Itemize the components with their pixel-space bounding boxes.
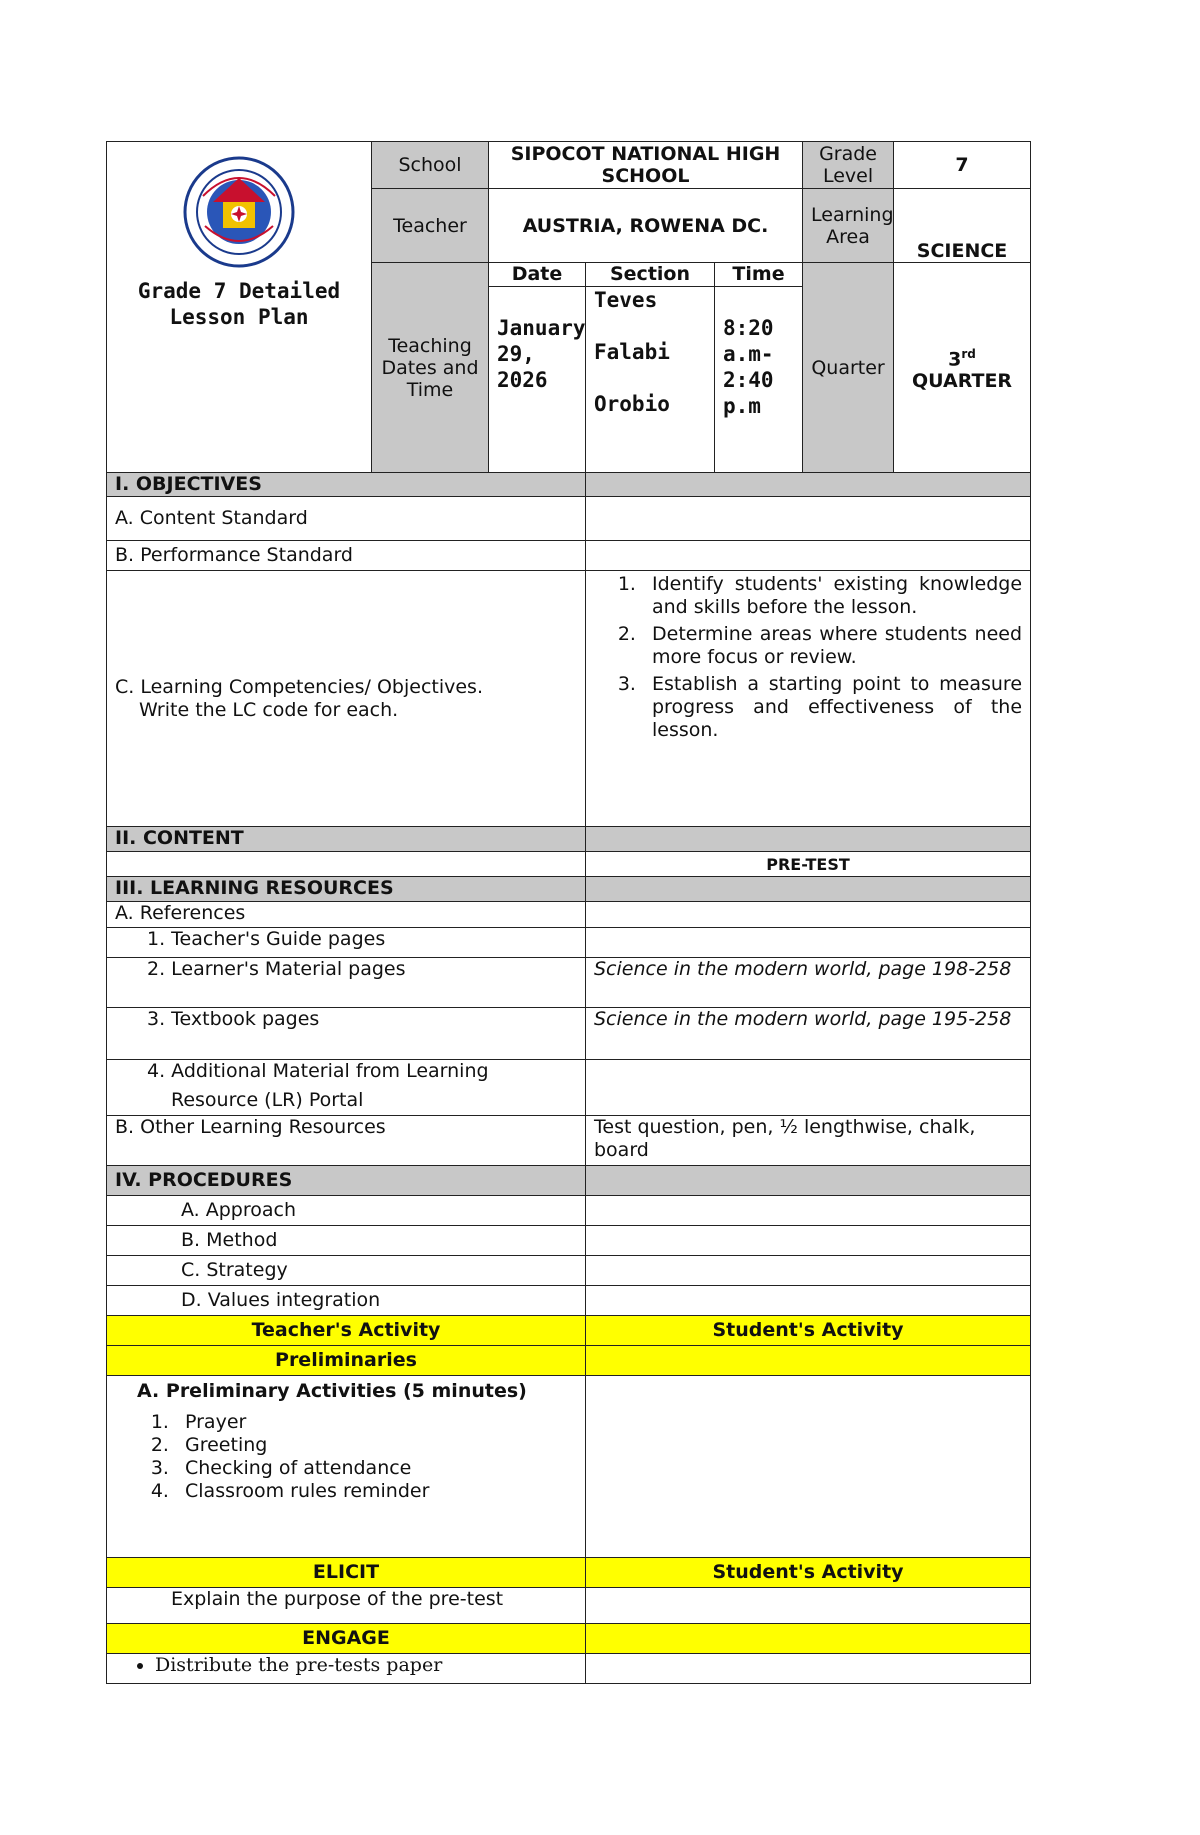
learning-area-label: Learning Area: [803, 189, 894, 263]
learning-resources-heading: III. LEARNING RESOURCES: [107, 877, 586, 902]
engage-cell: [107, 1654, 586, 1684]
preliminary-activities-cell: [107, 1376, 586, 1558]
content-standard-label: A. Content Standard: [107, 497, 586, 541]
method-label: B. Method: [107, 1226, 586, 1256]
school-label: School: [372, 142, 489, 189]
date-column-header: Date: [489, 263, 586, 287]
elicit-students-activity-header: Student's Activity: [586, 1558, 1031, 1588]
additional-material-label-2: Resource (LR) Portal: [171, 1089, 364, 1111]
time-column-header: Time: [715, 263, 803, 287]
teachers-activity-header: Teacher's Activity: [107, 1316, 586, 1346]
additional-material-cell: [107, 1060, 586, 1116]
learning-area-value: SCIENCE: [894, 189, 1031, 263]
quarter-label: Quarter: [803, 263, 894, 473]
lc-code-note: Write the LC code for each.: [139, 698, 399, 721]
quarter-suffix: rd: [961, 346, 976, 361]
engage-list: [115, 1654, 577, 1677]
plan-title: Grade 7 Detailed Lesson Plan: [137, 279, 341, 329]
objective-item: 2. Determine areas where students need more focus or review.: [642, 623, 1022, 669]
teachers-guide-label: 1. Teacher's Guide pages: [107, 928, 586, 958]
quarter-value: [894, 263, 1031, 473]
objectives-list: [594, 573, 1022, 742]
preliminary-item: 4. Classroom rules reminder: [175, 1480, 577, 1503]
additional-material-label: 4. Additional Material from Learning: [147, 1060, 489, 1082]
section-column-header: Section: [586, 263, 715, 287]
content-heading: II. CONTENT: [107, 827, 586, 852]
learners-material-label: 2. Learner's Material pages: [107, 958, 586, 1008]
learning-competencies-label: C. Learning Competencies/ Objectives.: [115, 675, 483, 698]
preliminary-activities-title: A. Preliminary Activities (5 minutes): [137, 1380, 527, 1402]
textbook-label: 3. Textbook pages: [107, 1008, 586, 1060]
content-value: PRE-TEST: [586, 852, 1031, 877]
school-value: SIPOCOT NATIONAL HIGH SCHOOL: [489, 142, 803, 189]
approach-label: A. Approach: [107, 1196, 586, 1226]
elicit-header: ELICIT: [107, 1558, 586, 1588]
quarter-number: 3: [948, 348, 962, 371]
objective-item: 3. Establish a starting point to measure progress and effectiveness of the lesson.: [642, 673, 1022, 742]
section-item: Teves: [594, 288, 658, 312]
time-value: 8:20 a.m- 2:40 p.m: [715, 287, 803, 473]
preliminary-item: 3. Checking of attendance: [175, 1457, 577, 1480]
grade-level-value: 7: [894, 142, 1031, 189]
engage-item: • Distribute the pre-tests paper: [155, 1654, 577, 1677]
objectives-list-cell: [586, 571, 1031, 827]
section-item: Orobio: [594, 392, 670, 416]
grade-level-label: Grade Level: [803, 142, 894, 189]
performance-standard-label: B. Performance Standard: [107, 541, 586, 571]
quarter-word: QUARTER: [912, 370, 1013, 393]
objective-item: 1. Identify students' existing knowledge and skills before the lesson.: [642, 573, 1022, 619]
lesson-plan-document: [106, 141, 1030, 1684]
other-resources-value: Test question, pen, ½ lengthwise, chalk, board: [586, 1116, 1031, 1166]
references-label: A. References: [107, 902, 586, 928]
teaching-dates-label: Teaching Dates and Time: [372, 263, 489, 473]
deped-seal-icon: [183, 156, 295, 268]
textbook-value: Science in the modern world, page 195-258: [586, 1008, 1031, 1060]
section-values: [586, 287, 715, 473]
date-value: January 29, 2026: [489, 287, 586, 473]
preliminary-item: 2. Greeting: [175, 1434, 577, 1457]
preliminary-list: [115, 1411, 577, 1503]
engage-header: ENGAGE: [107, 1624, 586, 1654]
values-integration-label: D. Values integration: [107, 1286, 586, 1316]
preliminary-item: 1. Prayer: [175, 1411, 577, 1434]
section-item: Falabi: [594, 340, 670, 364]
teacher-value: AUSTRIA, ROWENA DC.: [489, 189, 803, 263]
elicit-text: Explain the purpose of the pre-test: [107, 1588, 586, 1624]
students-activity-header: Student's Activity: [586, 1316, 1031, 1346]
other-resources-label: B. Other Learning Resources: [107, 1116, 586, 1166]
learning-competencies-cell: [107, 571, 586, 827]
preliminaries-header: Preliminaries: [107, 1346, 586, 1376]
objectives-heading: I. OBJECTIVES: [107, 473, 586, 497]
procedures-heading: IV. PROCEDURES: [107, 1166, 586, 1196]
lesson-plan-table: [106, 141, 1031, 1684]
strategy-label: C. Strategy: [107, 1256, 586, 1286]
logo-cell: [107, 142, 372, 473]
learners-material-value: Science in the modern world, page 198-258: [586, 958, 1031, 1008]
teacher-label: Teacher: [372, 189, 489, 263]
